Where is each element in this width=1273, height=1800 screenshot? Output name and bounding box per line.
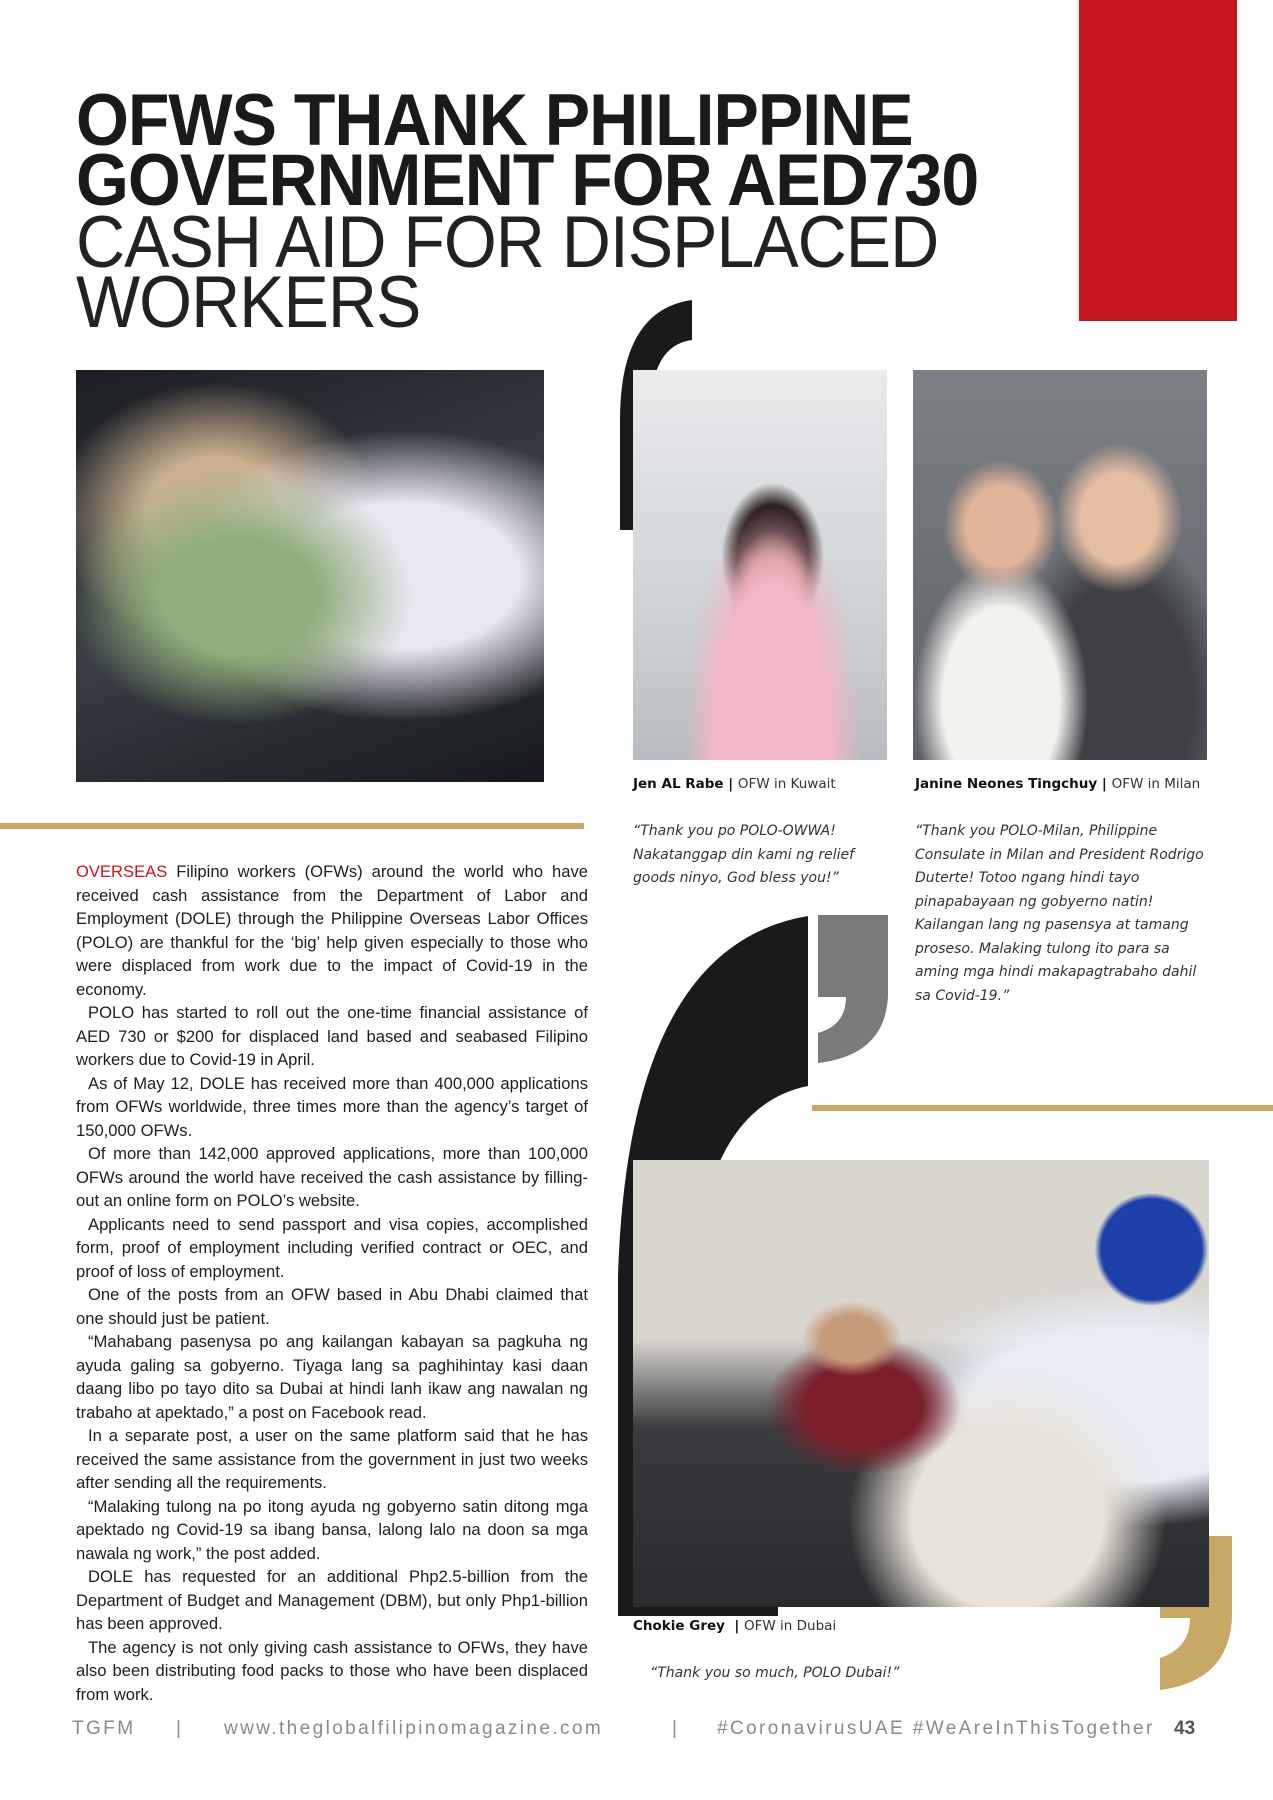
article-paragraph: OVERSEAS Filipino workers (OFWs) around the world who have received cash assistance from the Department of Labor and Employment (DOLE) through the Philippine Overseas Labor Offices (POLO) are thankful for the ‘big’ help given especially to those who were displaced from work due to the impact of Covid-19 in the economy. (76, 862, 588, 999)
jen-al-rabe-photo (633, 370, 887, 760)
article-paragraph: Applicants need to send passport and visa copies, accomplished form, proof of employment including verified contract or OEC, and proof of loss of employment. (76, 1214, 588, 1281)
gray-close-quote-icon (818, 915, 888, 1063)
janine-tingchuy-photo (913, 370, 1207, 760)
article-paragraph: The agency is not only giving cash assistance to OFWs, they have also been distributing food packs to those who have been displaced from work. (76, 1637, 588, 1704)
article-paragraph: “Malaking tulong na po itong ayuda ng gobyerno satin ditong mga apektado ng Covid-19 sa ibang bansa, lalong lalo na doon sa mga nawala ng work,” the post added. (76, 1496, 588, 1563)
headline-line-2: GOVERNMENT FOR AED730 (76, 139, 979, 222)
gold-divider (812, 1105, 1273, 1111)
headline-line-4: WORKERS (76, 261, 421, 344)
footer-url[interactable]: www.theglobalfilipinomagazine.com (224, 1718, 604, 1739)
cash-aid-photo (76, 370, 544, 782)
red-accent-block (1079, 0, 1237, 321)
headline-line-1: OFWS THANK PHILIPPINE (76, 79, 913, 162)
footer-brand: TGFM (72, 1718, 136, 1739)
testimonial-quote: “Thank you po POLO-OWWA! Nakatanggap din kami ng relief goods ninyo, God bless you!” (633, 823, 855, 886)
photo-caption: Jen AL Rabe | OFW in Kuwait (633, 776, 836, 792)
article-paragraph: POLO has started to roll out the one-time financial assistance of AED 730 or $200 for displaced land based and seabased Filipino workers due to Covid-19 in April. (76, 1003, 588, 1069)
testimonial-quote: “Thank you POLO-Milan, Philippine Consulate in Milan and President Rodrigo Duterte! Totoo ngang hindi tayo pinapabayaan ng gobyerno natin! Kailangan lang ng pasensya at tamang proseso. Malaking tulong ito para sa aming mga hindi makapagtrabaho dahil sa Covid-19.” (915, 823, 1204, 1004)
page-number: 43 (1174, 1718, 1196, 1739)
gold-divider (0, 823, 584, 829)
article-paragraph: One of the posts from an OFW based in Abu Dhabi claimed that one should just be patient. (76, 1285, 588, 1328)
footer-hashtags: #CoronavirusUAE #WeAreInThisTogether (717, 1718, 1155, 1739)
lead-word: OVERSEAS (76, 862, 168, 881)
article-paragraph: As of May 12, DOLE has received more than 400,000 applications from OFWs worldwide, three times more than the agency’s target of 150,000 OFWs. (76, 1073, 588, 1140)
footer-divider: | (672, 1718, 680, 1739)
chokie-grey-food-pack-photo (633, 1160, 1209, 1607)
testimonial-quote: “Thank you so much, POLO Dubai!” (650, 1665, 900, 1681)
photo-caption: Chokie Grey | OFW in Dubai (633, 1618, 837, 1634)
article-paragraph: Of more than 142,000 approved applications, more than 100,000 OFWs around the world have received the cash assistance by filling-out an online form on POLO’s website. (76, 1144, 588, 1210)
article-paragraph: In a separate post, a user on the same platform said that he has received the same assistance from the government in just two weeks after sending all the requirements. (76, 1426, 588, 1492)
article-paragraph: DOLE has requested for an additional Php2.5-billion from the Department of Budget and Management (DBM), but only Php1-billion has been approved. (76, 1567, 588, 1633)
article-paragraph: “Mahabang pasenysa po ang kailangan kabayan sa pagkuha ng ayuda galing sa gobyerno. Tiyaga lang sa paghihintay kasi daan daang libo po tayo dito sa Dubai at hindi lanh ikaw ang nawalan ng trabaho at apektado,” a post on Facebook read. (76, 1332, 588, 1422)
headline-line-3: CASH AID FOR DISPLACED (76, 201, 939, 284)
footer-divider: | (176, 1718, 184, 1739)
photo-caption: Janine Neones Tingchuy | OFW in Milan (915, 776, 1201, 792)
article-body (76, 860, 588, 1706)
